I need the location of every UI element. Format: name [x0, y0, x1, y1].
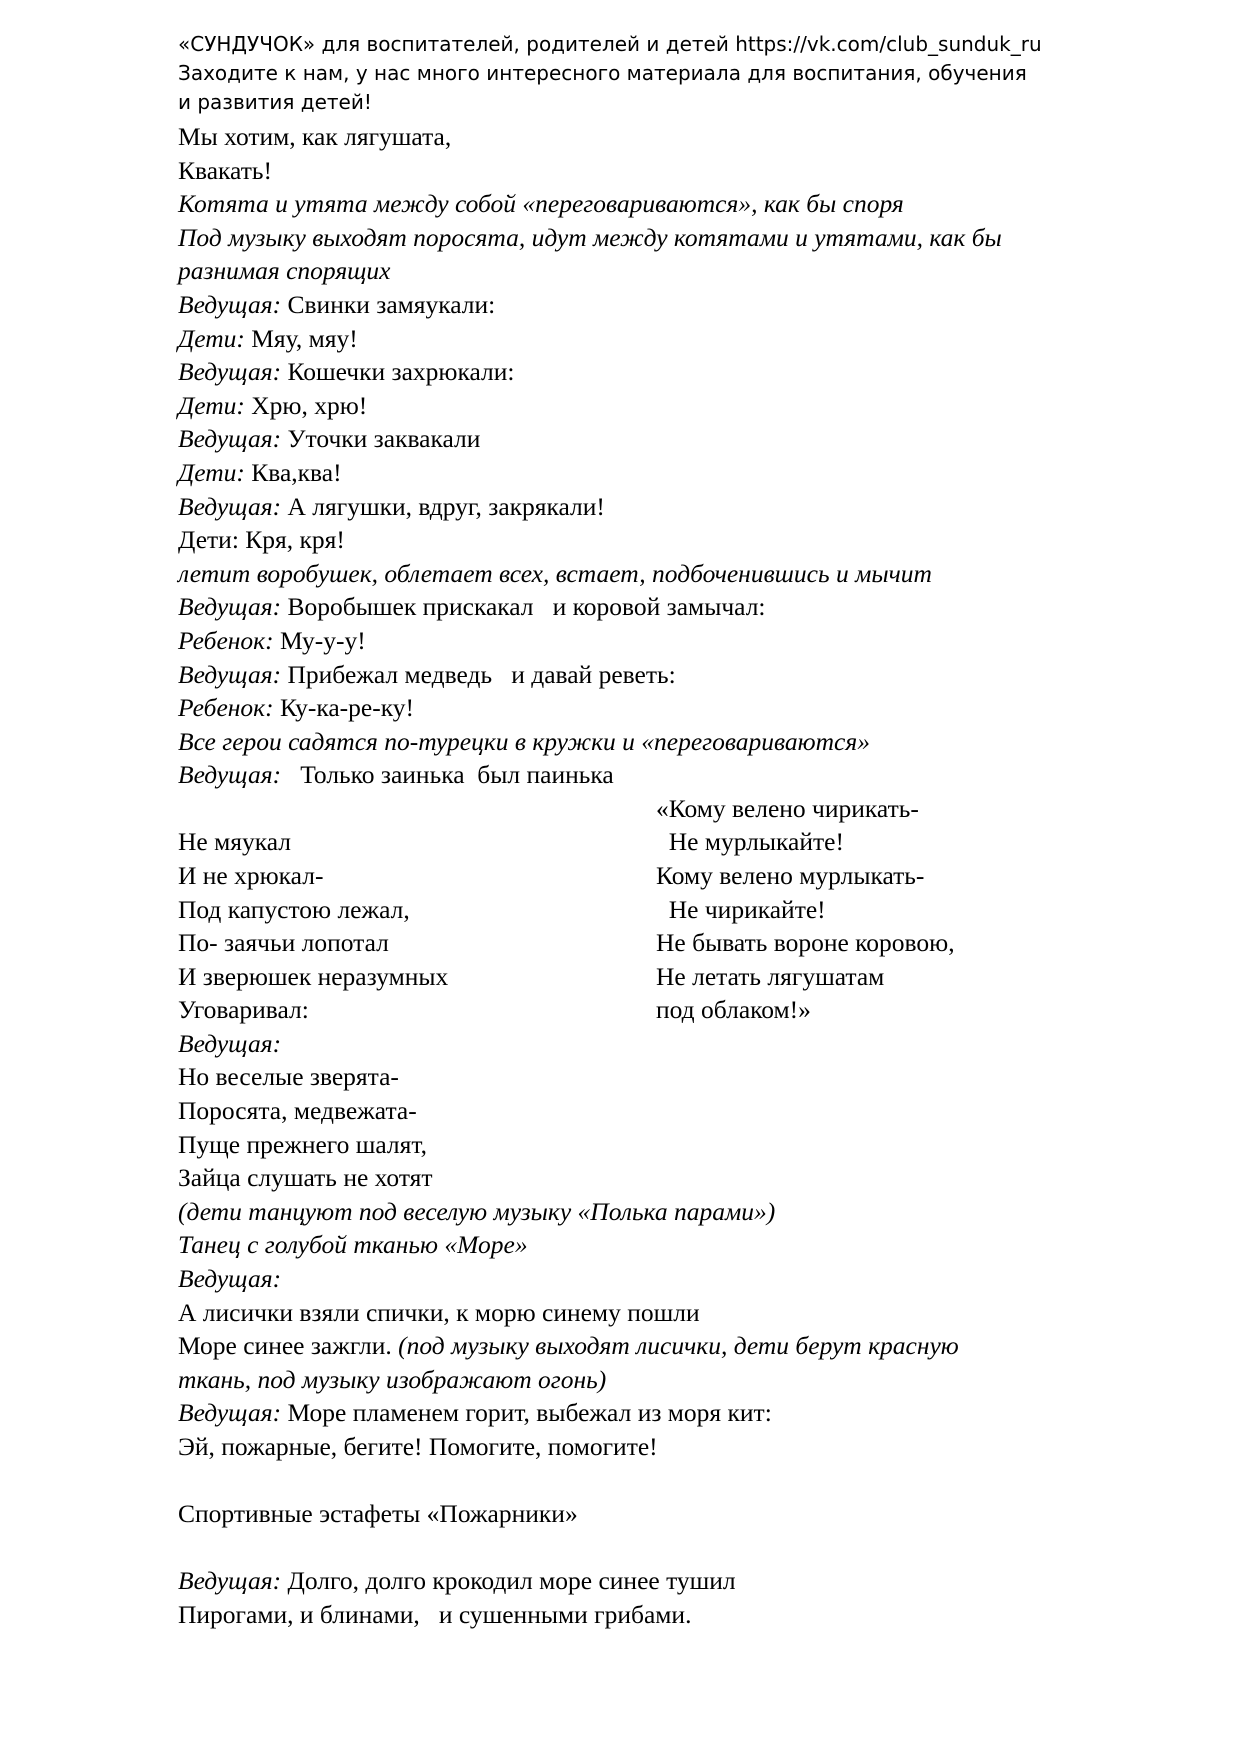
poem-line: Не летать лягушатам: [656, 961, 885, 991]
script-body: [178, 120, 1138, 1632]
stage-direction: летит воробушек, облетает всех, встает, подбоченившись и мычит: [178, 558, 932, 588]
verse-line: Мы хотим, как лягушата,: [178, 122, 452, 151]
blank-line: [178, 1531, 1138, 1565]
poem-line: Не мяукал: [178, 827, 291, 857]
speech-text: Му-у-у!: [273, 625, 366, 655]
section-title: Спортивные эстафеты «Пожарники»: [178, 1499, 578, 1529]
verse-line: Эй, пожарные, бегите! Помогите, помогите!: [178, 1432, 658, 1461]
speaker-label: Ведущая:: [178, 1398, 282, 1428]
dialogue-line: [178, 422, 1138, 456]
speaker-label: Ведущая:: [178, 592, 282, 622]
speech-text: Только заинька был паинька: [281, 760, 614, 790]
speaker-label: Ведущая:: [178, 659, 282, 689]
dialogue-line: [178, 691, 1138, 725]
dialogue-line: [178, 624, 1138, 658]
header-line: и развития детей!: [178, 90, 372, 114]
dialogue-line: [178, 355, 1138, 389]
poem-line: Уговаривал:: [178, 995, 309, 1025]
dialogue-line: Дети: Кря, кря!: [178, 525, 345, 555]
dialogue-line: [178, 1396, 1138, 1430]
blank-line: [178, 1464, 1138, 1498]
speech-text: А лягушки, вдруг, закрякали!: [281, 491, 605, 521]
poem-line: Не бывать вороне коровою,: [656, 928, 955, 958]
speech-text: Ку-ка-ре-ку!: [273, 693, 414, 723]
poem-line: под облаком!»: [656, 995, 811, 1025]
dialogue-line: [178, 1564, 1138, 1598]
stage-direction: (дети танцуют под веселую музыку «Полька парами»): [178, 1196, 776, 1226]
speech-text: Море пламенем горит, выбежал из моря кит:: [281, 1398, 772, 1428]
verse-line: [178, 1329, 1138, 1363]
poem-line: «Кому велено чирикать-: [656, 793, 919, 823]
header-line: Заходите к нам, у нас много интересного материала для воспитания, обучения: [178, 61, 1027, 85]
poem-right-column: [656, 792, 1136, 1027]
poem-line: Не мурлыкайте!: [656, 827, 844, 857]
stage-direction: Все герои садятся по-турецки в кружки и «переговариваются»: [178, 726, 870, 756]
speaker-label: Ведущая:: [178, 357, 282, 387]
verse-line: Поросята, медвежата-: [178, 1096, 417, 1126]
verse-line: Но веселые зверята-: [178, 1062, 399, 1092]
poem-line: И зверюшек неразумных: [178, 961, 449, 991]
verse-line: Пуще прежнего шалят,: [178, 1129, 427, 1159]
speaker-label: Дети:: [178, 323, 245, 353]
speech-text: Мяу, мяу!: [244, 323, 358, 353]
poem-line: Кому велено мурлыкать-: [656, 861, 925, 891]
poem-line: Не чирикайте!: [656, 894, 826, 924]
speaker-label: Ведущая:: [178, 760, 282, 790]
stage-direction: Под музыку выходят поросята, идут между котятами и утятами, как бы: [178, 222, 1002, 252]
poem-line: По- заячьи лопотал: [178, 928, 389, 958]
speaker-label: Ребенок:: [178, 693, 274, 723]
speaker-label: Ведущая:: [178, 1028, 282, 1058]
stage-direction: (под музыку выходят лисички, дети берут красную: [398, 1331, 959, 1361]
speech-text: Хрю, хрю!: [244, 390, 368, 420]
speaker-label: Ведущая:: [178, 424, 282, 454]
speaker-label: Ведущая:: [178, 289, 282, 319]
site-header: [178, 30, 1178, 117]
speaker-label: Дети:: [178, 457, 245, 487]
header-line: «СУНДУЧОК» для воспитателей, родителей и детей https://vk.com/club_sunduk_ru: [178, 32, 1042, 56]
dialogue-line: [178, 456, 1138, 490]
dialogue-line: [178, 758, 1138, 792]
dialogue-line: [178, 389, 1138, 423]
stage-direction: ткань, под музыку изображают огонь): [178, 1364, 607, 1394]
stage-direction: Котята и утята между собой «переговариваются», как бы споря: [178, 189, 904, 219]
dialogue-line: [178, 490, 1138, 524]
verse-line: Зайца слушать не хотят: [178, 1163, 433, 1193]
speaker-label: Ведущая:: [178, 491, 282, 521]
speech-text: Море синее зажгли.: [178, 1331, 399, 1361]
speaker-label: Дети:: [178, 390, 245, 420]
dialogue-line: [178, 590, 1138, 624]
speech-text: Свинки замяукали:: [281, 289, 496, 319]
dialogue-line: [178, 288, 1138, 322]
speech-text: Воробышек прискакал и коровой замычал:: [281, 592, 766, 622]
stage-direction: разнимая спорящих: [178, 256, 391, 286]
speaker-label: Ведущая:: [178, 1566, 282, 1596]
poem-two-columns: [178, 792, 1138, 1027]
poem-line: И не хрюкал-: [178, 861, 324, 891]
verse-line: Квакать!: [178, 155, 272, 185]
speaker-label: Ребенок:: [178, 625, 274, 655]
speech-text: Кошечки захрюкали:: [281, 357, 515, 387]
dialogue-line: [178, 322, 1138, 356]
verse-line: Пирогами, и блинами, и сушенными грибами.: [178, 1599, 692, 1629]
stage-direction: Танец с голубой тканью «Море»: [178, 1230, 528, 1260]
speech-text: Долго, долго крокодил море синее тушил: [281, 1566, 736, 1596]
speaker-label: Ведущая:: [178, 1264, 282, 1294]
poem-left-column: [178, 825, 658, 1027]
speech-text: Прибежал медведь и давай реветь:: [281, 659, 676, 689]
verse-line: А лисички взяли спички, к морю синему пошли: [178, 1297, 700, 1327]
poem-line: Под капустою лежал,: [178, 894, 410, 924]
dialogue-line: [178, 658, 1138, 692]
speech-text: Ква,ква!: [244, 457, 342, 487]
speech-text: Уточки заквакали: [281, 424, 481, 454]
